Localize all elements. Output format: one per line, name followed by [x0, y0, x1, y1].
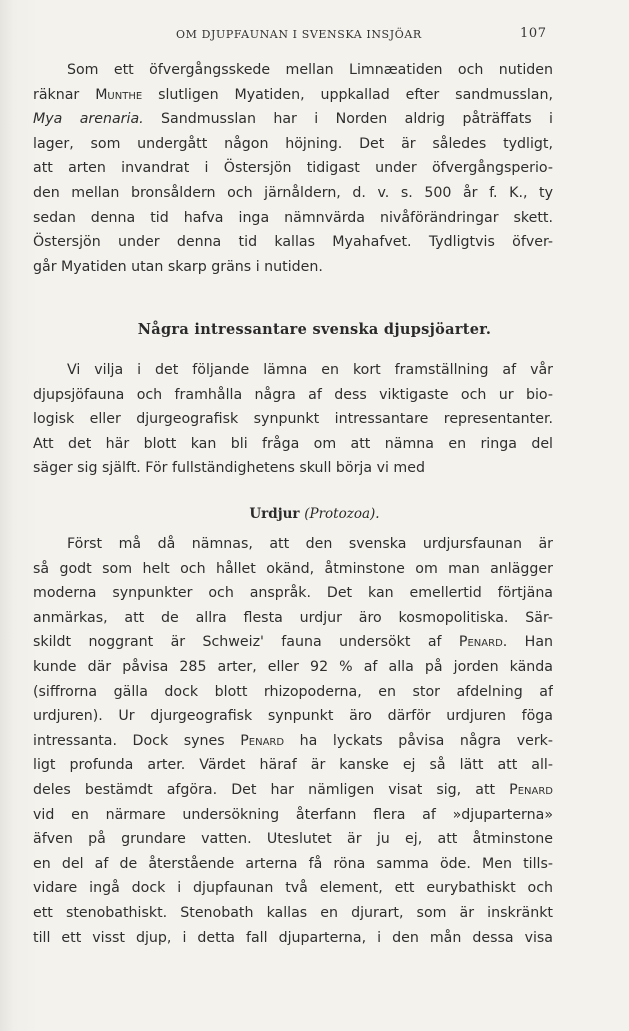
author-name: Munthe — [95, 86, 143, 103]
text-span: ha lyckats påvisa några verk- — [284, 732, 553, 749]
page-number: 107 — [520, 26, 547, 41]
text-span: intressanta. Dock synes — [33, 732, 241, 749]
heading-main: Urdjur — [249, 506, 300, 522]
text-line: lager, som undergått någon höjning. Det är således tydligt, — [33, 135, 553, 152]
text-line: ett stenobathiskt. Stenobath kallas en djurart, som är inskränkt — [33, 904, 553, 921]
text-line: urdjuren). Ur djurgeografisk synpunkt äro därför urdjuren föga — [33, 708, 553, 725]
text-line: så godt som helt och hållet okänd, åtminstone om man anlägger — [33, 560, 553, 577]
text-line: logisk eller djurgeografisk synpunkt intressantare representanter. — [33, 411, 553, 428]
text-line: till ett visst djup, i detta fall djuparterna, i den mån dessa visa — [33, 929, 553, 946]
text-line: Vi vilja i det följande lämna en kort framställning af vår — [67, 362, 553, 378]
text-line: äfven på grundare vatten. Uteslutet är ju ej, att åtminstone — [33, 831, 553, 848]
text-span: räknar — [33, 86, 96, 103]
paragraph-protozoa — [33, 532, 553, 950]
text-line: en del af de återstående arterna få röna samma öde. Men tills- — [33, 855, 553, 872]
text-line: anmärkas, att de allra flesta urdjur äro kosmopolitiska. Sär- — [33, 609, 553, 626]
text-line: Som ett öfvergångsskede mellan Limnæatiden och nutiden — [67, 62, 553, 78]
text-line — [33, 778, 553, 803]
text-line — [33, 729, 553, 754]
text-line: den mellan bronsåldern och järnåldern, d. v. s. 500 år f. K., ty — [33, 184, 553, 201]
text-line: Först må då nämnas, att den svenska urdjursfaunan är — [67, 536, 553, 552]
running-title: OM DJUPFAUNAN I SVENSKA INSJÖAR — [176, 28, 422, 41]
text-line: moderna synpunkter och anspråk. Det kan emellertid förtjäna — [33, 585, 553, 602]
heading-latin: (Protozoa). — [304, 506, 380, 522]
text-span: slutligen Myatiden, uppkallad efter sandmusslan, — [142, 86, 553, 103]
section-heading: Några intressantare svenska djupsjöarter. — [137, 321, 492, 338]
text-line: vid en närmare undersökning återfann flera af »djuparterna» — [33, 806, 553, 823]
text-line: vidare ingå dock i djupfaunan två element, ett eurybathiskt och — [33, 880, 553, 897]
text-line — [33, 83, 553, 108]
subsection-heading — [0, 506, 629, 522]
species-name: Mya arenaria. — [33, 111, 144, 128]
text-line: sedan denna tid hafva inga nämnvärda nivåförändringar skett. — [33, 209, 553, 226]
text-line: säger sig själft. För fullständighetens skull börja vi med — [33, 460, 425, 477]
text-span: . Han — [502, 634, 553, 651]
text-line: (siffrorna gälla dock blott rhizopoderna, en stor afdelning af — [33, 683, 553, 700]
text-span: Sandmusslan har i Norden aldrig påträffats i — [143, 111, 553, 128]
text-line: Att det här blott kan bli fråga om att nämna en ringa del — [33, 435, 553, 452]
text-line — [33, 630, 553, 655]
text-span: deles bestämdt afgöra. Det har nämligen visat sig, att — [33, 781, 510, 798]
text-line: kunde där påvisa 285 arter, eller 92 % af alla på jorden kända — [33, 658, 553, 675]
author-name: Penard — [458, 634, 503, 651]
text-line — [33, 107, 553, 132]
author-name: Penard — [509, 781, 553, 798]
text-line: att arten invandrat i Östersjön tidigast under öfvergångsperio- — [33, 160, 553, 177]
paragraph-myatiden — [33, 58, 553, 279]
text-line: går Myatiden utan skarp gräns i nutiden. — [33, 258, 323, 275]
text-line: ligt profunda arter. Värdet häraf är kanske ej så lätt att all- — [33, 757, 553, 774]
author-name: Penard — [240, 732, 285, 749]
page-header — [0, 26, 629, 46]
text-line: Östersjön under denna tid kallas Myahafvet. Tydligtvis öfver- — [33, 234, 553, 251]
paragraph-introduction — [33, 358, 553, 481]
text-span: skildt noggrant är Schweiz' fauna undersökt af — [33, 634, 459, 651]
text-line: djupsjöfauna och framhålla några af dess viktigaste och ur bio- — [33, 386, 553, 403]
